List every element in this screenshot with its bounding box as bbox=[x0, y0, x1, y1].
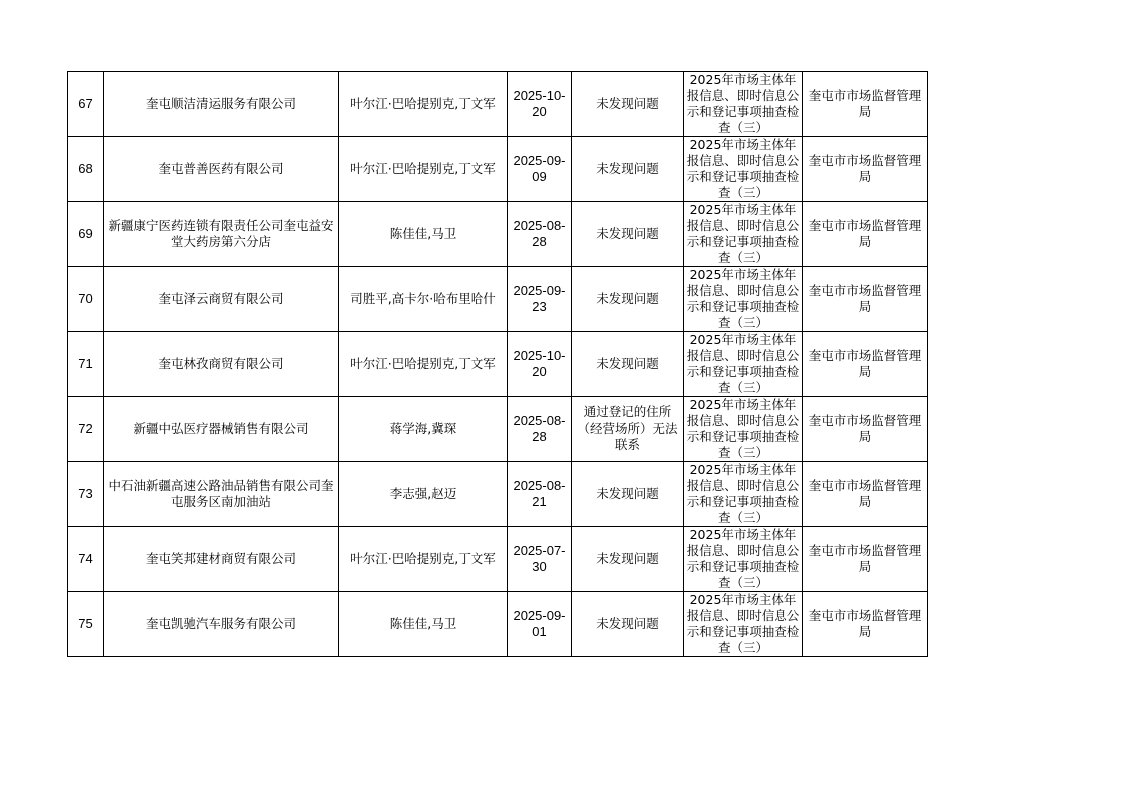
table-row bbox=[68, 592, 928, 657]
table-row bbox=[68, 137, 928, 202]
table-row bbox=[68, 462, 928, 527]
table-row bbox=[68, 72, 928, 137]
inspectors: 叶尔江·巴哈提别克,丁文军 bbox=[339, 137, 508, 202]
inspection-task: 2025年市场主体年报信息、即时信息公示和登记事项抽查检查（三） bbox=[684, 72, 803, 137]
inspectors: 陈佳佳,马卫 bbox=[339, 202, 508, 267]
row-number: 73 bbox=[68, 462, 104, 527]
inspectors: 叶尔江·巴哈提别克,丁文军 bbox=[339, 72, 508, 137]
inspection-date: 2025-10-20 bbox=[508, 332, 572, 397]
row-number: 72 bbox=[68, 397, 104, 462]
row-number: 74 bbox=[68, 527, 104, 592]
row-number: 67 bbox=[68, 72, 104, 137]
inspection-agency: 奎屯市市场监督管理局 bbox=[803, 527, 928, 592]
table-row bbox=[68, 527, 928, 592]
inspection-date: 2025-09-01 bbox=[508, 592, 572, 657]
inspection-date: 2025-08-28 bbox=[508, 202, 572, 267]
inspection-result: 未发现问题 bbox=[572, 462, 684, 527]
entity-name: 中石油新疆高速公路油品销售有限公司奎屯服务区南加油站 bbox=[104, 462, 339, 527]
table-row bbox=[68, 397, 928, 462]
entity-name: 新疆中弘医疗器械销售有限公司 bbox=[104, 397, 339, 462]
inspection-task: 2025年市场主体年报信息、即时信息公示和登记事项抽查检查（三） bbox=[684, 332, 803, 397]
inspection-agency: 奎屯市市场监督管理局 bbox=[803, 592, 928, 657]
row-number: 70 bbox=[68, 267, 104, 332]
entity-name: 奎屯普善医药有限公司 bbox=[104, 137, 339, 202]
row-number: 69 bbox=[68, 202, 104, 267]
inspection-date: 2025-08-21 bbox=[508, 462, 572, 527]
inspection-date: 2025-10-20 bbox=[508, 72, 572, 137]
inspection-agency: 奎屯市市场监督管理局 bbox=[803, 462, 928, 527]
row-number: 71 bbox=[68, 332, 104, 397]
inspection-task: 2025年市场主体年报信息、即时信息公示和登记事项抽查检查（三） bbox=[684, 527, 803, 592]
entity-name: 奎屯凯驰汽车服务有限公司 bbox=[104, 592, 339, 657]
inspection-task: 2025年市场主体年报信息、即时信息公示和登记事项抽查检查（三） bbox=[684, 137, 803, 202]
inspection-results-table bbox=[67, 71, 928, 657]
inspection-task: 2025年市场主体年报信息、即时信息公示和登记事项抽查检查（三） bbox=[684, 267, 803, 332]
inspection-date: 2025-09-23 bbox=[508, 267, 572, 332]
inspection-agency: 奎屯市市场监督管理局 bbox=[803, 202, 928, 267]
inspection-agency: 奎屯市市场监督管理局 bbox=[803, 72, 928, 137]
inspection-result: 未发现问题 bbox=[572, 527, 684, 592]
row-number: 75 bbox=[68, 592, 104, 657]
inspection-agency: 奎屯市市场监督管理局 bbox=[803, 137, 928, 202]
table-row bbox=[68, 202, 928, 267]
inspection-task: 2025年市场主体年报信息、即时信息公示和登记事项抽查检查（三） bbox=[684, 397, 803, 462]
inspection-agency: 奎屯市市场监督管理局 bbox=[803, 267, 928, 332]
inspection-result: 未发现问题 bbox=[572, 137, 684, 202]
inspectors: 司胜平,高卡尔·哈布里哈什 bbox=[339, 267, 508, 332]
row-number: 68 bbox=[68, 137, 104, 202]
inspection-task: 2025年市场主体年报信息、即时信息公示和登记事项抽查检查（三） bbox=[684, 592, 803, 657]
inspection-result: 未发现问题 bbox=[572, 267, 684, 332]
inspection-result: 未发现问题 bbox=[572, 202, 684, 267]
inspection-agency: 奎屯市市场监督管理局 bbox=[803, 332, 928, 397]
inspection-task: 2025年市场主体年报信息、即时信息公示和登记事项抽查检查（三） bbox=[684, 202, 803, 267]
inspectors: 叶尔江·巴哈提别克,丁文军 bbox=[339, 527, 508, 592]
inspectors: 陈佳佳,马卫 bbox=[339, 592, 508, 657]
table-row bbox=[68, 332, 928, 397]
entity-name: 奎屯顺洁清运服务有限公司 bbox=[104, 72, 339, 137]
inspection-result: 未发现问题 bbox=[572, 592, 684, 657]
inspection-agency: 奎屯市市场监督管理局 bbox=[803, 397, 928, 462]
table-row bbox=[68, 267, 928, 332]
inspection-date: 2025-07-30 bbox=[508, 527, 572, 592]
inspection-date: 2025-08-28 bbox=[508, 397, 572, 462]
inspection-result: 未发现问题 bbox=[572, 332, 684, 397]
inspection-task: 2025年市场主体年报信息、即时信息公示和登记事项抽查检查（三） bbox=[684, 462, 803, 527]
inspection-result: 通过登记的住所（经营场所）无法联系 bbox=[572, 397, 684, 462]
inspectors: 蒋学海,冀琛 bbox=[339, 397, 508, 462]
entity-name: 奎屯泽云商贸有限公司 bbox=[104, 267, 339, 332]
entity-name: 新疆康宁医药连锁有限责任公司奎屯益安堂大药房第六分店 bbox=[104, 202, 339, 267]
inspection-date: 2025-09-09 bbox=[508, 137, 572, 202]
inspectors: 叶尔江·巴哈提别克,丁文军 bbox=[339, 332, 508, 397]
entity-name: 奎屯笑邦建材商贸有限公司 bbox=[104, 527, 339, 592]
entity-name: 奎屯林孜商贸有限公司 bbox=[104, 332, 339, 397]
inspection-result: 未发现问题 bbox=[572, 72, 684, 137]
inspectors: 李志强,赵迈 bbox=[339, 462, 508, 527]
